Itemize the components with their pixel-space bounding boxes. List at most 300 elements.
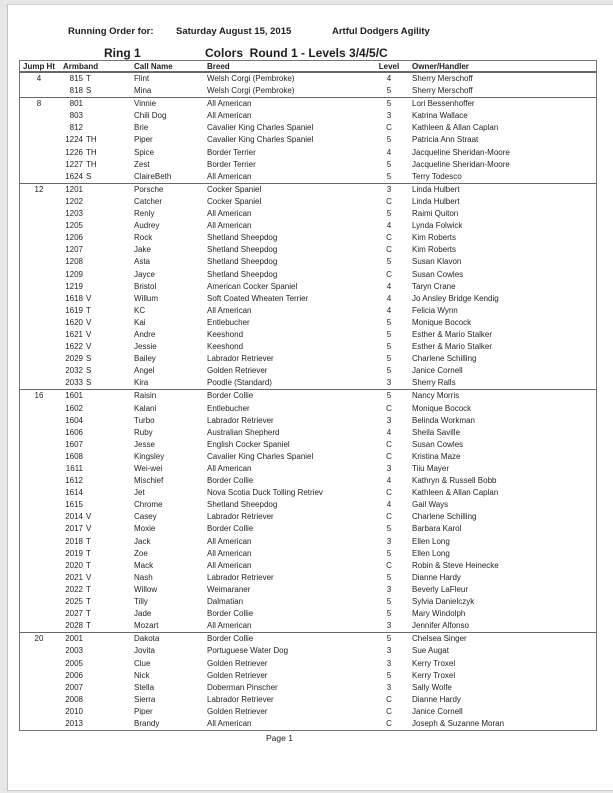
owner-cell: Esther & Mario Stalker — [412, 329, 493, 339]
armband-cell: 2005 — [65, 658, 83, 668]
call-name-cell: Mack — [134, 560, 154, 570]
table-row — [20, 85, 596, 97]
page-footer: Page 1 — [266, 733, 293, 743]
breed-cell: All American — [207, 209, 252, 219]
level-cell: 4 — [386, 147, 392, 157]
call-name-cell: Audrey — [134, 221, 160, 231]
level-cell: 4 — [386, 221, 392, 231]
armband-cell: 2010 — [65, 706, 83, 716]
table-row — [20, 499, 596, 511]
jump-height-group — [20, 98, 596, 184]
call-name-cell: Piper — [134, 135, 153, 145]
armband-suffix-cell: TH — [86, 147, 97, 157]
table-row — [20, 584, 596, 596]
breed-cell: Labrador Retriever — [207, 512, 274, 522]
table-row — [20, 645, 596, 657]
armband-cell: 2032 — [65, 366, 83, 376]
table-row — [20, 329, 596, 341]
level-cell: 5 — [386, 366, 392, 376]
armband-suffix-cell: TH — [86, 159, 97, 169]
call-name-cell: Zoe — [134, 548, 148, 558]
armband-cell: 2033 — [65, 378, 83, 388]
jump-height-cell: 16 — [34, 391, 44, 401]
level-cell: 5 — [386, 634, 392, 644]
level-cell: 4 — [386, 476, 392, 486]
breed-cell: Portuguese Water Dog — [207, 646, 289, 656]
table-row — [20, 171, 596, 183]
owner-cell: Jo Ansley Bridge Kendig — [412, 293, 499, 303]
call-name-cell: Jade — [134, 609, 152, 619]
level-cell: 5 — [386, 159, 392, 169]
call-name-cell: Kira — [134, 378, 149, 388]
armband-suffix-cell: T — [86, 548, 91, 558]
jump-height-cell: 20 — [34, 634, 44, 644]
owner-cell: Susan Cowles — [412, 439, 464, 449]
armband-cell: 2022 — [65, 584, 83, 594]
level-cell: 5 — [386, 342, 392, 352]
level-cell: 3 — [386, 658, 392, 668]
owner-cell: Barbara Karol — [412, 524, 462, 534]
table-row — [20, 341, 596, 353]
armband-suffix-cell: TH — [86, 135, 97, 145]
table-row — [20, 244, 596, 256]
owner-cell: Gail Ways — [412, 500, 449, 510]
armband-cell: 818 — [69, 86, 83, 96]
table-row — [20, 159, 596, 171]
call-name-cell: Brandy — [134, 718, 160, 728]
col-header-armband: Armband — [63, 62, 99, 71]
call-name-cell: Chrome — [134, 500, 163, 510]
report-title-label: Running Order for: — [68, 26, 154, 37]
breed-cell: Doberman Pinscher — [207, 682, 278, 692]
breed-cell: Shetland Sheepdog — [207, 269, 278, 279]
breed-cell: Australian Shepherd — [207, 427, 280, 437]
call-name-cell: Bristol — [134, 281, 157, 291]
call-name-cell: Jayce — [134, 269, 155, 279]
table-row — [20, 281, 596, 293]
table-body — [20, 73, 596, 730]
armband-cell: 1621 — [65, 329, 83, 339]
call-name-cell: Chili Dog — [134, 111, 167, 121]
table-row — [20, 220, 596, 232]
breed-cell: Border Collie — [207, 391, 254, 401]
level-cell: 5 — [386, 317, 392, 327]
owner-cell: Ellen Long — [412, 548, 450, 558]
level-cell: C — [386, 512, 392, 522]
level-cell: 5 — [386, 597, 392, 607]
call-name-cell: Kalani — [134, 403, 157, 413]
level-cell: 4 — [386, 74, 392, 83]
breed-cell: Nova Scotia Duck Tolling Retriev — [207, 488, 323, 498]
armband-cell: 2006 — [65, 670, 83, 680]
level-cell: C — [386, 560, 392, 570]
level-cell: 3 — [386, 646, 392, 656]
call-name-cell: Jessie — [134, 342, 157, 352]
table-row — [20, 403, 596, 415]
table-row — [20, 523, 596, 535]
armband-suffix-cell: S — [86, 86, 92, 96]
owner-cell: Sylvia Danielczyk — [412, 597, 475, 607]
armband-cell: 2027 — [65, 609, 83, 619]
table-row — [20, 706, 596, 718]
table-row — [20, 427, 596, 439]
breed-cell: Keeshond — [207, 329, 244, 339]
armband-cell: 2007 — [65, 682, 83, 692]
report-date: Saturday August 15, 2015 — [176, 26, 292, 37]
level-cell: 4 — [386, 305, 392, 315]
owner-cell: Taryn Crane — [412, 281, 456, 291]
level-cell: C — [386, 233, 392, 243]
armband-suffix-cell: V — [86, 293, 92, 303]
breed-cell: Labrador Retriever — [207, 415, 274, 425]
jump-height-cell: 8 — [36, 99, 42, 109]
armband-suffix-cell: V — [86, 512, 92, 522]
table-row — [20, 536, 596, 548]
armband-suffix-cell: V — [86, 317, 92, 327]
call-name-cell: Willum — [134, 293, 158, 303]
armband-cell: 2014 — [65, 512, 83, 522]
call-name-cell: Jet — [134, 488, 145, 498]
armband-cell: 815 — [69, 74, 83, 83]
table-row — [20, 475, 596, 487]
armband-cell: 1207 — [65, 245, 83, 255]
breed-cell: Shetland Sheepdog — [207, 233, 278, 243]
level-cell: 5 — [386, 572, 392, 582]
call-name-cell: Catcher — [134, 196, 163, 206]
owner-cell: Sue Augat — [412, 646, 449, 656]
owner-cell: Linda Hulbert — [412, 196, 460, 206]
owner-cell: Raimi Quiton — [412, 209, 459, 219]
armband-cell: 1622 — [65, 342, 83, 352]
armband-cell: 1205 — [65, 221, 83, 231]
table-row — [20, 694, 596, 706]
table-row — [20, 670, 596, 682]
level-cell: 4 — [386, 500, 392, 510]
breed-cell: Golden Retriever — [207, 366, 268, 376]
owner-cell: Tiiu Mayer — [412, 464, 450, 473]
armband-suffix-cell: T — [86, 536, 91, 546]
armband-cell: 2013 — [65, 718, 83, 728]
col-header-breed: Breed — [207, 62, 230, 71]
table-row — [20, 184, 596, 196]
breed-cell: All American — [207, 464, 252, 473]
level-cell: 5 — [386, 548, 392, 558]
owner-cell: Linda Hulbert — [412, 184, 460, 194]
breed-cell: All American — [207, 171, 252, 181]
armband-suffix-cell: S — [86, 378, 92, 388]
breed-cell: Cocker Spaniel — [207, 196, 262, 206]
owner-cell: Robin & Steve Heinecke — [412, 560, 499, 570]
breed-cell: All American — [207, 560, 252, 570]
owner-cell: Jacqueline Sheridan-Moore — [412, 159, 510, 169]
level-cell: C — [386, 488, 392, 498]
owner-cell: Kim Roberts — [412, 233, 457, 243]
owner-cell: Dianne Hardy — [412, 572, 461, 582]
level-cell: 4 — [386, 293, 392, 303]
armband-cell: 1604 — [65, 415, 83, 425]
call-name-cell: KC — [134, 305, 146, 315]
breed-cell: Border Terrier — [207, 147, 256, 157]
armband-cell: 2021 — [65, 572, 83, 582]
level-cell: 5 — [386, 135, 392, 145]
owner-cell: Jacqueline Sheridan-Moore — [412, 147, 510, 157]
breed-cell: Entlebucher — [207, 317, 250, 327]
armband-cell: 1224 — [65, 135, 83, 145]
breed-cell: All American — [207, 536, 252, 546]
armband-cell: 2028 — [65, 621, 83, 631]
call-name-cell: Tilly — [134, 597, 148, 607]
level-cell: 3 — [386, 378, 392, 388]
report-title-line — [0, 26, 613, 38]
call-name-cell: Sierra — [134, 694, 156, 704]
breed-cell: American Cocker Spaniel — [207, 281, 298, 291]
breed-cell: Keeshond — [207, 342, 244, 352]
table-row — [20, 439, 596, 451]
table-row — [20, 658, 596, 670]
call-name-cell: Wei-wei — [134, 464, 163, 473]
table-row — [20, 560, 596, 572]
table-row — [20, 196, 596, 208]
breed-cell: Labrador Retriever — [207, 572, 274, 582]
armband-suffix-cell: S — [86, 354, 92, 364]
armband-cell: 1208 — [65, 257, 83, 267]
event-label: Colors Round 1 - Levels 3/4/5/C — [205, 46, 388, 60]
armband-suffix-cell: S — [86, 171, 92, 181]
armband-suffix-cell: V — [86, 342, 92, 352]
level-cell: C — [386, 706, 392, 716]
call-name-cell: Spice — [134, 147, 155, 157]
armband-suffix-cell: V — [86, 524, 92, 534]
call-name-cell: Brie — [134, 123, 149, 133]
owner-cell: Jennifer Alfonso — [412, 621, 469, 631]
armband-cell: 1612 — [65, 476, 83, 486]
breed-cell: Border Collie — [207, 609, 254, 619]
jump-height-group — [20, 184, 596, 391]
call-name-cell: Jesse — [134, 439, 155, 449]
level-cell: 5 — [386, 354, 392, 364]
col-header-call-name: Call Name — [134, 62, 173, 71]
level-cell: C — [386, 439, 392, 449]
level-cell: 3 — [386, 584, 392, 594]
armband-cell: 1624 — [65, 171, 83, 181]
owner-cell: Sherry Merschoff — [412, 74, 473, 83]
breed-cell: All American — [207, 305, 252, 315]
breed-cell: All American — [207, 621, 252, 631]
breed-cell: Cocker Spaniel — [207, 184, 262, 194]
table-row — [20, 390, 596, 402]
level-cell: 3 — [386, 682, 392, 692]
owner-cell: Felicia Wynn — [412, 305, 458, 315]
call-name-cell: Nash — [134, 572, 153, 582]
level-cell: 3 — [386, 536, 392, 546]
call-name-cell: ClaireBeth — [134, 171, 172, 181]
table-header-row — [20, 61, 596, 73]
table-row — [20, 208, 596, 220]
table-row — [20, 293, 596, 305]
armband-suffix-cell: T — [86, 609, 91, 619]
report-subtitle-line — [0, 46, 613, 60]
breed-cell: Labrador Retriever — [207, 354, 274, 364]
table-row — [20, 415, 596, 427]
armband-cell: 1209 — [65, 269, 83, 279]
level-cell: C — [386, 123, 392, 133]
table-row — [20, 572, 596, 584]
level-cell: 5 — [386, 391, 392, 401]
armband-suffix-cell: T — [86, 621, 91, 631]
level-cell: C — [386, 269, 392, 279]
level-cell: 5 — [386, 524, 392, 534]
owner-cell: Monique Bocock — [412, 403, 472, 413]
breed-cell: All American — [207, 548, 252, 558]
table-row — [20, 596, 596, 608]
call-name-cell: Piper — [134, 706, 153, 716]
table-row — [20, 110, 596, 122]
owner-cell: Chelsea Singer — [412, 634, 467, 644]
armband-cell: 1608 — [65, 451, 83, 461]
call-name-cell: Dakota — [134, 634, 160, 644]
table-row — [20, 633, 596, 645]
armband-suffix-cell: T — [86, 597, 91, 607]
owner-cell: Esther & Mario Stalker — [412, 342, 493, 352]
breed-cell: Cavalier King Charles Spaniel — [207, 123, 314, 133]
breed-cell: Cavalier King Charles Spaniel — [207, 451, 314, 461]
ring-label: Ring 1 — [104, 46, 141, 60]
armband-suffix-cell: S — [86, 366, 92, 376]
owner-cell: Kathleen & Allan Caplan — [412, 123, 499, 133]
armband-cell: 1226 — [65, 147, 83, 157]
breed-cell: Golden Retriever — [207, 670, 268, 680]
armband-cell: 2018 — [65, 536, 83, 546]
armband-suffix-cell: T — [86, 305, 91, 315]
table-row — [20, 317, 596, 329]
level-cell: 5 — [386, 209, 392, 219]
table-row — [20, 305, 596, 317]
call-name-cell: Moxie — [134, 524, 156, 534]
level-cell: 5 — [386, 171, 392, 181]
call-name-cell: Renly — [134, 209, 155, 219]
breed-cell: English Cocker Spaniel — [207, 439, 290, 449]
armband-cell: 1602 — [65, 403, 83, 413]
breed-cell: Welsh Corgi (Pembroke) — [207, 86, 295, 96]
owner-cell: Terry Todesco — [412, 171, 462, 181]
armband-cell: 1606 — [65, 427, 83, 437]
table-row — [20, 122, 596, 134]
level-cell: 5 — [386, 99, 392, 109]
breed-cell: Border Collie — [207, 634, 254, 644]
breed-cell: All American — [207, 221, 252, 231]
call-name-cell: Ruby — [134, 427, 153, 437]
table-row — [20, 232, 596, 244]
jump-height-group — [20, 73, 596, 98]
col-header-jump-ht: Jump Ht — [23, 62, 55, 71]
running-order-table — [19, 60, 597, 731]
level-cell: 5 — [386, 86, 392, 96]
armband-cell: 1202 — [65, 196, 83, 206]
table-row — [20, 134, 596, 146]
armband-cell: 801 — [69, 99, 83, 109]
armband-suffix-cell: V — [86, 329, 92, 339]
breed-cell: Soft Coated Wheaten Terrier — [207, 293, 309, 303]
owner-cell: Kristina Maze — [412, 451, 461, 461]
breed-cell: Golden Retriever — [207, 658, 268, 668]
call-name-cell: Clue — [134, 658, 151, 668]
owner-cell: Kathryn & Russell Bobb — [412, 476, 497, 486]
armband-suffix-cell: V — [86, 572, 92, 582]
call-name-cell: Willow — [134, 584, 158, 594]
breed-cell: Border Collie — [207, 476, 254, 486]
table-row — [20, 620, 596, 632]
owner-cell: Ellen Long — [412, 536, 450, 546]
owner-cell: Beverly LaFleur — [412, 584, 469, 594]
owner-cell: Nancy Morris — [412, 391, 460, 401]
owner-cell: Sally Wolfe — [412, 682, 452, 692]
call-name-cell: Mischief — [134, 476, 164, 486]
owner-cell: Lori Bessenhoffer — [412, 99, 475, 109]
jump-height-cell: 12 — [34, 184, 44, 194]
level-cell: 5 — [386, 329, 392, 339]
armband-cell: 1219 — [65, 281, 83, 291]
armband-cell: 2019 — [65, 548, 83, 558]
armband-cell: 1615 — [65, 500, 83, 510]
table-row — [20, 256, 596, 268]
breed-cell: Labrador Retriever — [207, 694, 274, 704]
breed-cell: Shetland Sheepdog — [207, 245, 278, 255]
breed-cell: All American — [207, 111, 252, 121]
armband-cell: 2008 — [65, 694, 83, 704]
call-name-cell: Flint — [134, 74, 150, 83]
level-cell: 3 — [386, 184, 392, 194]
armband-suffix-cell: T — [86, 74, 91, 83]
level-cell: 3 — [386, 111, 392, 121]
table-row — [20, 682, 596, 694]
armband-cell: 1227 — [65, 159, 83, 169]
breed-cell: Weimaraner — [207, 584, 251, 594]
owner-cell: Charlene Schilling — [412, 512, 477, 522]
armband-cell: 1611 — [65, 464, 83, 473]
breed-cell: All American — [207, 718, 252, 728]
table-row — [20, 98, 596, 110]
owner-cell: Kim Roberts — [412, 245, 457, 255]
level-cell: 3 — [386, 621, 392, 631]
table-row — [20, 377, 596, 389]
owner-cell: Mary Windolph — [412, 609, 466, 619]
call-name-cell: Rock — [134, 233, 153, 243]
owner-cell: Joseph & Suzanne Moran — [412, 718, 505, 728]
call-name-cell: Jovita — [134, 646, 155, 656]
armband-cell: 1601 — [65, 391, 83, 401]
armband-cell: 1206 — [65, 233, 83, 243]
owner-cell: Sherry Ralls — [412, 378, 456, 388]
owner-cell: Sheila Saville — [412, 427, 461, 437]
owner-cell: Monique Bocock — [412, 317, 472, 327]
call-name-cell: Turbo — [134, 415, 155, 425]
level-cell: 5 — [386, 609, 392, 619]
breed-cell: Poodle (Standard) — [207, 378, 272, 388]
owner-cell: Kerry Troxel — [412, 670, 456, 680]
call-name-cell: Raisin — [134, 391, 157, 401]
jump-height-group — [20, 390, 596, 633]
table-row — [20, 487, 596, 499]
table-row — [20, 511, 596, 523]
call-name-cell: Mina — [134, 86, 152, 96]
owner-cell: Janice Cornell — [412, 706, 463, 716]
table-row — [20, 718, 596, 730]
owner-cell: Charlene Schilling — [412, 354, 477, 364]
table-row — [20, 353, 596, 365]
col-header-level: Level — [378, 62, 400, 71]
level-cell: 3 — [386, 415, 392, 425]
owner-cell: Janice Cornell — [412, 366, 463, 376]
